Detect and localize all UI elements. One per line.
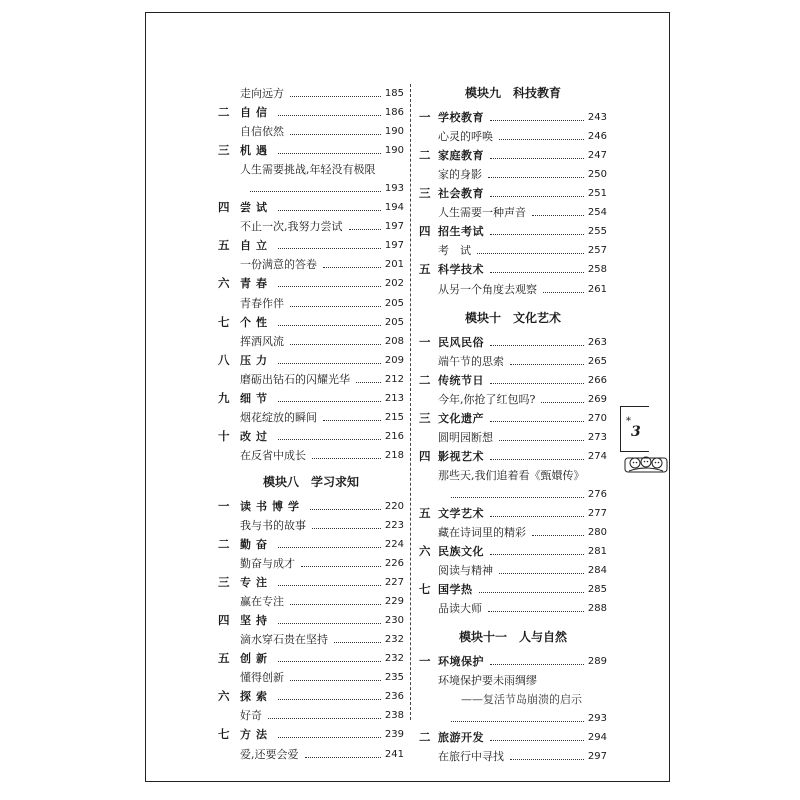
page-number: 273 xyxy=(587,431,607,443)
chapter-title: 自信 xyxy=(240,106,272,120)
chapter-title: 细节 xyxy=(240,391,272,405)
dot-leader xyxy=(499,139,584,140)
toc-chapter-row xyxy=(218,313,404,332)
article-title: 勤奋与成才 xyxy=(240,557,295,571)
dot-leader xyxy=(278,115,381,116)
toc-article-row xyxy=(218,179,404,198)
article-title: 藏在诗词里的精彩 xyxy=(438,526,526,540)
toc-article-row xyxy=(218,446,404,465)
chapter-title: 机遇 xyxy=(240,144,272,158)
article-title: 圆明园断想 xyxy=(438,430,493,444)
chapter-title: 文学艺术 xyxy=(438,506,484,520)
toc-chapter-row xyxy=(218,103,404,122)
article-title: 爱,还要会爱 xyxy=(240,747,299,761)
toc-chapter-row xyxy=(218,274,404,293)
article-title: 心灵的呼唤 xyxy=(438,130,493,144)
dot-leader xyxy=(334,642,381,643)
chapter-number: 四 xyxy=(218,200,230,215)
page-number: 289 xyxy=(587,656,607,668)
page-number: 212 xyxy=(384,373,404,385)
toc-chapter-row xyxy=(218,389,404,408)
toc-chapter-row xyxy=(419,542,607,561)
page-number: 243 xyxy=(587,112,607,124)
chapter-title: 压力 xyxy=(240,353,272,367)
article-title: 环境保护要未雨绸缪 xyxy=(438,674,537,688)
toc-article-row xyxy=(218,217,404,236)
toc-chapter-row xyxy=(218,236,404,255)
page-number: 281 xyxy=(587,546,607,558)
article-title: 我与书的故事 xyxy=(240,518,306,532)
page-number: 238 xyxy=(384,710,404,722)
chapter-title: 民族文化 xyxy=(438,545,484,559)
chapter-title: 方法 xyxy=(240,728,272,742)
article-title: 那些天,我们追着看《甄嬛传》 xyxy=(438,468,585,482)
dot-leader xyxy=(490,383,584,384)
page-number: 270 xyxy=(587,412,607,424)
toc-article-row xyxy=(419,709,607,728)
dot-leader xyxy=(301,566,381,567)
article-title: 在旅行中寻找 xyxy=(438,750,504,764)
column-divider xyxy=(410,84,411,720)
chapter-number: 三 xyxy=(419,186,431,201)
dot-leader xyxy=(278,699,381,700)
toc-chapter-row xyxy=(218,198,404,217)
chapter-number: 一 xyxy=(218,498,230,513)
chapter-number: 四 xyxy=(419,224,431,239)
chapter-number: 二 xyxy=(218,105,230,120)
module10-heading: 模块十 文化艺术 xyxy=(464,310,561,325)
page-number: 197 xyxy=(384,221,404,233)
page-number: 293 xyxy=(587,713,607,725)
page-number: 223 xyxy=(384,519,404,531)
page-number: 269 xyxy=(587,393,607,405)
toc-chapter-row xyxy=(218,427,404,446)
page-number: 213 xyxy=(384,392,404,404)
toc-group-module10 xyxy=(419,333,607,619)
page-number: 3 xyxy=(631,424,641,440)
chapter-number: 七 xyxy=(419,582,431,597)
article-title: 懂得创新 xyxy=(240,671,284,685)
article-title: 磨砺出钻石的闪耀光华 xyxy=(240,372,350,386)
toc-chapter-row xyxy=(218,725,404,744)
article-title: 挥洒风流 xyxy=(240,334,284,348)
dot-leader xyxy=(490,516,584,517)
dot-leader xyxy=(541,402,584,403)
article-title: 家的身影 xyxy=(438,168,482,182)
toc-chapter-row xyxy=(419,108,607,127)
chapter-title: 读书博学 xyxy=(240,499,304,513)
chapter-number: 一 xyxy=(419,334,431,349)
page-number: 220 xyxy=(384,500,404,512)
page-number: 205 xyxy=(384,297,404,309)
toc-article-row xyxy=(218,84,404,103)
dot-leader xyxy=(479,592,584,593)
chapter-title: 社会教育 xyxy=(438,187,484,201)
chapter-number: 二 xyxy=(419,372,431,387)
dot-leader xyxy=(323,267,381,268)
dot-leader xyxy=(499,573,584,574)
chapter-number: 五 xyxy=(218,651,230,666)
toc-article-row xyxy=(218,332,404,351)
toc-chapter-row xyxy=(419,652,607,671)
article-title: 端午节的思索 xyxy=(438,354,504,368)
toc-chapter-row xyxy=(218,611,404,630)
dot-leader xyxy=(278,547,381,548)
cartoon-figures-icon xyxy=(623,452,669,474)
toc-chapter-row xyxy=(419,580,607,599)
dot-leader xyxy=(543,292,584,293)
toc-article-row xyxy=(218,294,404,313)
toc-article-row xyxy=(419,280,607,299)
chapter-title: 创新 xyxy=(240,652,272,666)
dot-leader xyxy=(510,364,584,365)
page-number: 288 xyxy=(587,603,607,615)
dot-leader xyxy=(532,215,584,216)
chapter-title: 旅游开发 xyxy=(438,731,484,745)
dot-leader xyxy=(305,757,381,758)
dot-leader xyxy=(278,363,381,364)
toc-chapter-row xyxy=(218,141,404,160)
page-number: 258 xyxy=(587,264,607,276)
page-number: 261 xyxy=(587,283,607,295)
chapter-number: 二 xyxy=(419,730,431,745)
toc-article-row xyxy=(218,370,404,389)
toc-chapter-row xyxy=(419,371,607,390)
page-number: 190 xyxy=(384,126,404,138)
page-number: 193 xyxy=(384,183,404,195)
toc-chapter-row xyxy=(419,146,607,165)
chapter-title: 科学技术 xyxy=(438,263,484,277)
chapter-title: 坚持 xyxy=(240,614,272,628)
chapter-number: 十 xyxy=(218,428,230,443)
dot-leader xyxy=(278,401,381,402)
toc-chapter-row xyxy=(218,497,404,516)
chapter-number: 六 xyxy=(218,276,230,291)
article-title: 不止一次,我努力尝试 xyxy=(240,220,343,234)
dot-leader xyxy=(490,345,584,346)
article-title: 好奇 xyxy=(240,709,262,723)
page-number: 236 xyxy=(384,691,404,703)
toc-article-row xyxy=(419,241,607,260)
page-number: 246 xyxy=(587,131,607,143)
page-number: 235 xyxy=(384,672,404,684)
dot-leader xyxy=(477,253,584,254)
page-number: 255 xyxy=(587,226,607,238)
toc-chapter-row xyxy=(218,573,404,592)
toc-article-row xyxy=(218,408,404,427)
toc-chapter-row xyxy=(218,687,404,706)
page-number: 280 xyxy=(587,527,607,539)
toc-group-module11 xyxy=(419,652,607,766)
dot-leader xyxy=(490,120,584,121)
toc-article-row xyxy=(419,352,607,371)
dot-leader xyxy=(490,158,584,159)
toc-article-row xyxy=(419,485,607,504)
dot-leader xyxy=(490,459,584,460)
dot-leader xyxy=(490,740,584,741)
chapter-title: 学校教育 xyxy=(438,111,484,125)
toc-chapter-row xyxy=(419,504,607,523)
dot-leader xyxy=(278,623,381,624)
page-number: 201 xyxy=(384,259,404,271)
dot-leader xyxy=(532,535,584,536)
chapter-number: 一 xyxy=(419,654,431,669)
toc-group-module9 xyxy=(419,108,607,298)
chapter-title: 文化遗产 xyxy=(438,411,484,425)
toc-article-row xyxy=(419,203,607,222)
page-number: 218 xyxy=(384,449,404,461)
chapter-number: 九 xyxy=(218,390,230,405)
dot-leader xyxy=(490,272,584,273)
dot-leader xyxy=(510,759,584,760)
module8-heading: 模块八 学习求知 xyxy=(262,474,359,489)
article-title: 一份满意的答卷 xyxy=(240,258,317,272)
article-title: 在反省中成长 xyxy=(240,448,306,462)
page-number: 186 xyxy=(384,107,404,119)
chapter-number: 五 xyxy=(419,262,431,277)
page-number: 274 xyxy=(587,450,607,462)
chapter-title: 影视艺术 xyxy=(438,449,484,463)
toc-article-row xyxy=(218,668,404,687)
toc-article-row xyxy=(419,390,607,409)
page-number: 265 xyxy=(587,355,607,367)
chapter-number: 三 xyxy=(218,575,230,590)
dot-leader xyxy=(278,737,381,738)
chapter-title: 尝试 xyxy=(240,201,272,215)
toc-article-row xyxy=(419,599,607,618)
chapter-title: 个性 xyxy=(240,315,272,329)
chapter-title: 专注 xyxy=(240,576,272,590)
module9-heading: 模块九 科技教育 xyxy=(464,86,561,100)
page-number: 250 xyxy=(587,169,607,181)
dot-leader xyxy=(349,229,381,230)
chapter-number: 八 xyxy=(218,352,230,367)
dot-leader xyxy=(278,661,381,662)
toc-chapter-row xyxy=(419,728,607,747)
page-number: 276 xyxy=(587,488,607,500)
dot-leader xyxy=(290,134,381,135)
page-number: 263 xyxy=(587,336,607,348)
chapter-number: 二 xyxy=(218,537,230,552)
dot-leader xyxy=(490,664,584,665)
article-title: 走向远方 xyxy=(240,87,284,100)
toc-chapter-row xyxy=(218,535,404,554)
toc-chapter-row xyxy=(419,447,607,466)
page-number: 227 xyxy=(384,577,404,589)
toc-chapter-row xyxy=(218,351,404,370)
page-number: 239 xyxy=(384,729,404,741)
chapter-number: 七 xyxy=(218,727,230,742)
dot-leader xyxy=(278,248,381,249)
chapter-number: 一 xyxy=(419,110,431,125)
chapter-title: 勤奋 xyxy=(240,538,272,552)
page-number: 257 xyxy=(587,245,607,257)
chapter-number: 六 xyxy=(419,544,431,559)
dot-leader xyxy=(312,528,381,529)
page-number: 251 xyxy=(587,188,607,200)
chapter-number: 二 xyxy=(419,148,431,163)
dot-leader xyxy=(310,509,381,510)
toc-chapter-row xyxy=(419,222,607,241)
toc-article-row xyxy=(218,745,404,764)
toc-article-row xyxy=(419,523,607,542)
chapter-title: 民风民俗 xyxy=(438,335,484,349)
toc-article-row xyxy=(419,165,607,184)
toc-article-row xyxy=(419,127,607,146)
dot-leader xyxy=(290,344,381,345)
article-title: ——复活节岛崩溃的启示 xyxy=(461,693,582,707)
chapter-number: 五 xyxy=(218,238,230,253)
star-mark: * xyxy=(626,416,631,427)
article-title: 阅读与精神 xyxy=(438,564,493,578)
page-number: 254 xyxy=(587,207,607,219)
dot-leader xyxy=(488,177,584,178)
dot-leader xyxy=(499,440,584,441)
article-title: 品读大师 xyxy=(438,602,482,616)
dot-leader xyxy=(290,604,381,605)
page-number: 215 xyxy=(384,411,404,423)
page-number: 205 xyxy=(384,316,404,328)
toc-article-row xyxy=(218,706,404,725)
dot-leader xyxy=(278,585,381,586)
toc-article-row xyxy=(419,466,607,485)
article-title: 今年,你抢了红包吗? xyxy=(438,392,536,406)
toc-article-row xyxy=(218,592,404,611)
chapter-title: 青春 xyxy=(240,277,272,291)
toc-group-top xyxy=(218,84,404,465)
article-title: 自信依然 xyxy=(240,125,284,139)
toc-chapter-row xyxy=(218,649,404,668)
toc-chapter-row xyxy=(419,184,607,203)
toc-article-row xyxy=(419,690,607,709)
page-number: 247 xyxy=(587,150,607,162)
chapter-title: 家庭教育 xyxy=(438,149,484,163)
page-number-tab xyxy=(620,406,670,450)
page-number: 241 xyxy=(384,748,404,760)
toc-article-row xyxy=(218,554,404,573)
dot-leader xyxy=(268,718,381,719)
article-title: 从另一个角度去观察 xyxy=(438,282,537,296)
page-number: 208 xyxy=(384,335,404,347)
dot-leader xyxy=(451,721,584,722)
page-number: 285 xyxy=(587,584,607,596)
article-title: 青春作伴 xyxy=(240,296,284,310)
page-number: 297 xyxy=(587,751,607,763)
article-title: 人生需要挑战,年轻没有极限 xyxy=(240,163,376,177)
page-number: 230 xyxy=(384,615,404,627)
page-number: 229 xyxy=(384,596,404,608)
toc-right-column xyxy=(419,84,607,767)
page-number: 294 xyxy=(587,732,607,744)
page-number: 266 xyxy=(587,374,607,386)
chapter-number: 四 xyxy=(218,613,230,628)
toc-article-row xyxy=(419,671,607,690)
dot-leader xyxy=(451,497,584,498)
toc-article-row xyxy=(419,747,607,766)
toc-article-row xyxy=(218,122,404,141)
toc-article-row xyxy=(218,516,404,535)
chapter-title: 传统节日 xyxy=(438,373,484,387)
page-number: 284 xyxy=(587,565,607,577)
chapter-number: 四 xyxy=(419,448,431,463)
page-number: 216 xyxy=(384,430,404,442)
module11-heading: 模块十一 人与自然 xyxy=(458,630,567,645)
dot-leader xyxy=(490,554,584,555)
page-number: 209 xyxy=(384,354,404,366)
chapter-number: 六 xyxy=(218,689,230,704)
dot-leader xyxy=(278,439,381,440)
page-number: 197 xyxy=(384,240,404,252)
chapter-number: 三 xyxy=(218,143,230,158)
toc-group-module8 xyxy=(218,497,404,764)
chapter-title: 探索 xyxy=(240,690,272,704)
toc-article-row xyxy=(419,428,607,447)
chapter-number: 三 xyxy=(419,410,431,425)
dot-leader xyxy=(250,191,381,192)
dot-leader xyxy=(278,210,381,211)
chapter-number: 五 xyxy=(419,505,431,520)
dot-leader xyxy=(490,421,584,422)
dot-leader xyxy=(356,382,381,383)
dot-leader xyxy=(290,96,381,97)
chapter-title: 招生考试 xyxy=(438,225,484,239)
dot-leader xyxy=(490,234,584,235)
toc-article-row xyxy=(218,255,404,274)
dot-leader xyxy=(490,196,584,197)
chapter-title: 环境保护 xyxy=(438,655,484,669)
dot-leader xyxy=(290,680,381,681)
toc-chapter-row xyxy=(419,333,607,352)
dot-leader xyxy=(312,458,381,459)
page-number: 224 xyxy=(384,539,404,551)
page-number: 185 xyxy=(384,88,404,99)
dot-leader xyxy=(278,325,381,326)
toc-chapter-row xyxy=(419,409,607,428)
article-title: 赢在专注 xyxy=(240,595,284,609)
toc-article-row xyxy=(419,561,607,580)
article-title: 烟花绽放的瞬间 xyxy=(240,410,317,424)
article-title: 人生需要一种声音 xyxy=(438,206,526,220)
chapter-title: 国学热 xyxy=(438,583,473,597)
dot-leader xyxy=(278,286,381,287)
page-number: 232 xyxy=(384,634,404,646)
dot-leader xyxy=(290,306,381,307)
dot-leader xyxy=(323,420,381,421)
dot-leader xyxy=(488,611,584,612)
toc-article-row xyxy=(218,630,404,649)
page-number: 190 xyxy=(384,145,404,157)
toc-article-row xyxy=(218,160,404,179)
toc-left-column xyxy=(218,84,404,764)
page-number: 194 xyxy=(384,202,404,214)
page-number: 226 xyxy=(384,558,404,570)
dot-leader xyxy=(278,153,381,154)
chapter-title: 改过 xyxy=(240,429,272,443)
page-number: 277 xyxy=(587,507,607,519)
article-title: 考 试 xyxy=(438,244,471,258)
chapter-title: 自立 xyxy=(240,239,272,253)
page-number: 232 xyxy=(384,653,404,665)
page-number: 202 xyxy=(384,278,404,290)
article-title: 滴水穿石贵在坚持 xyxy=(240,633,328,647)
toc-chapter-row xyxy=(419,260,607,279)
chapter-number: 七 xyxy=(218,314,230,329)
